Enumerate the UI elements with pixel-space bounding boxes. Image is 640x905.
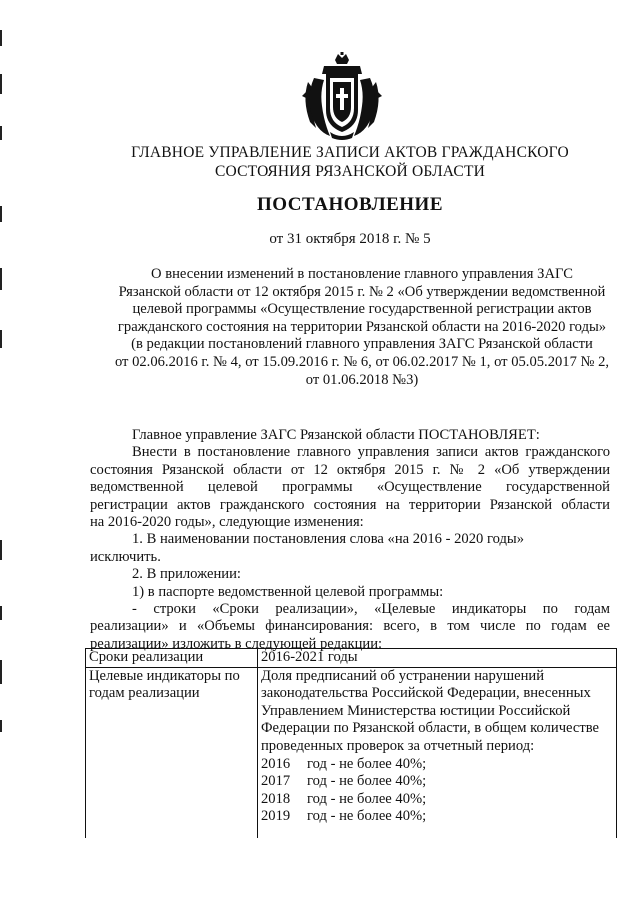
scan-edge-mark <box>0 330 2 348</box>
coat-of-arms-emblem <box>300 52 384 140</box>
year: 2016 <box>261 755 291 772</box>
indicator-description: Доля предписаний об устранении нарушений законодательства Российской Федерации, внесенных Управлением Министерства юстиции Российской Федерации по Рязанской области, в общем количестве проведенных проверок за отчетный период: <box>261 667 600 754</box>
subject-line: О внесении изменений в постановление главного управления ЗАГС <box>151 266 573 282</box>
page-bottom-blank <box>0 838 640 905</box>
body-line: на 2016-2020 годы», следующие изменения: <box>90 514 364 531</box>
year-value: год - не более 40%; <box>307 808 427 825</box>
subject-line: гражданского состояния на территории Рязанской области на 2016-2020 годы» <box>117 318 607 335</box>
year: 2017 <box>261 773 291 790</box>
scan-edge-mark <box>0 720 2 732</box>
item-1-continuation: исключить. <box>90 548 161 565</box>
year-value: год - не более 40%; <box>307 790 427 807</box>
scan-edge-mark <box>0 540 2 560</box>
subitem-1-text: реализации» и «Объемы финансирования: всего, в том числе по годам ее <box>90 618 610 635</box>
org-name-line-1: ГЛАВНОЕ УПРАВЛЕНИЕ ЗАПИСИ АКТОВ ГРАЖДАНСКОГО <box>131 144 569 161</box>
subitem-1: 1) в паспорте ведомственной целевой программы: <box>132 583 444 600</box>
year-value: год - не более 40%; <box>307 755 427 772</box>
scan-edge-mark <box>0 74 2 94</box>
scan-edge-mark <box>0 126 2 140</box>
year-indicator <box>261 756 613 774</box>
body-line: ведомственной целевой программы «Осуществление государственной <box>90 479 610 496</box>
table-cell-label: Сроки реализации <box>86 649 258 668</box>
subitem-1-text: - строки «Сроки реализации», «Целевые индикаторы по годам <box>132 601 610 618</box>
item-2: 2. В приложении: <box>132 566 241 583</box>
subject-line: от 02.06.2016 г. № 4, от 15.09.2016 г. № 6, от 06.02.2017 № 1, от 05.05.2017 № 2, <box>114 353 610 370</box>
table-cell-value: 2016-2021 годы <box>258 649 617 668</box>
table-row <box>86 667 617 844</box>
subject-line: Рязанской области от 12 октября 2015 г. № 2 «Об утверждении ведомственной <box>118 283 606 300</box>
scan-edge-mark <box>0 606 2 620</box>
table-row <box>86 649 617 668</box>
scan-edge-mark <box>0 30 2 46</box>
year-indicator <box>261 791 613 809</box>
scan-edge-mark <box>0 268 2 290</box>
body-line: регистрации актов гражданского состояния на территории Рязанской области <box>90 496 610 513</box>
table-cell-label: Целевые индикаторы по годам реализации <box>86 667 258 844</box>
subject-line: от 01.06.2018 №3) <box>305 371 419 388</box>
year-indicator <box>261 773 613 791</box>
subject-line: (в редакции постановлений главного управления ЗАГС Рязанской области <box>131 336 593 353</box>
scan-edge-mark <box>0 206 2 222</box>
body-line: Внести в постановление главного управления записи актов гражданского <box>132 444 610 461</box>
item-1: 1. В наименовании постановления слова «на 2016 - 2020 годы» <box>132 531 524 548</box>
year-indicator <box>261 808 613 826</box>
year: 2019 <box>261 808 291 825</box>
year-value: год - не более 40%; <box>307 773 427 790</box>
year: 2018 <box>261 790 291 807</box>
document-title: ПОСТАНОВЛЕНИЕ <box>256 194 444 215</box>
document-date: от 31 октября 2018 г. № 5 <box>269 231 431 247</box>
table-cell-value <box>258 667 617 844</box>
preamble: Главное управление ЗАГС Рязанской области ПОСТАНОВЛЯЕТ: <box>132 427 540 443</box>
subject-line: целевой программы «Осуществление государственной регистрации актов <box>132 301 592 318</box>
document-subject <box>88 266 636 389</box>
subitem-1-text: реализации» изложить в следующей редакции: <box>90 635 383 652</box>
document-body <box>90 427 610 653</box>
scan-edge-mark <box>0 660 2 684</box>
org-name-line-2: СОСТОЯНИЯ РЯЗАНСКОЙ ОБЛАСТИ <box>214 163 486 180</box>
program-passport-table <box>85 648 617 845</box>
body-line: состояния Рязанской области от 12 октября 2015 г. № 2 «Об утверждении <box>90 461 610 478</box>
